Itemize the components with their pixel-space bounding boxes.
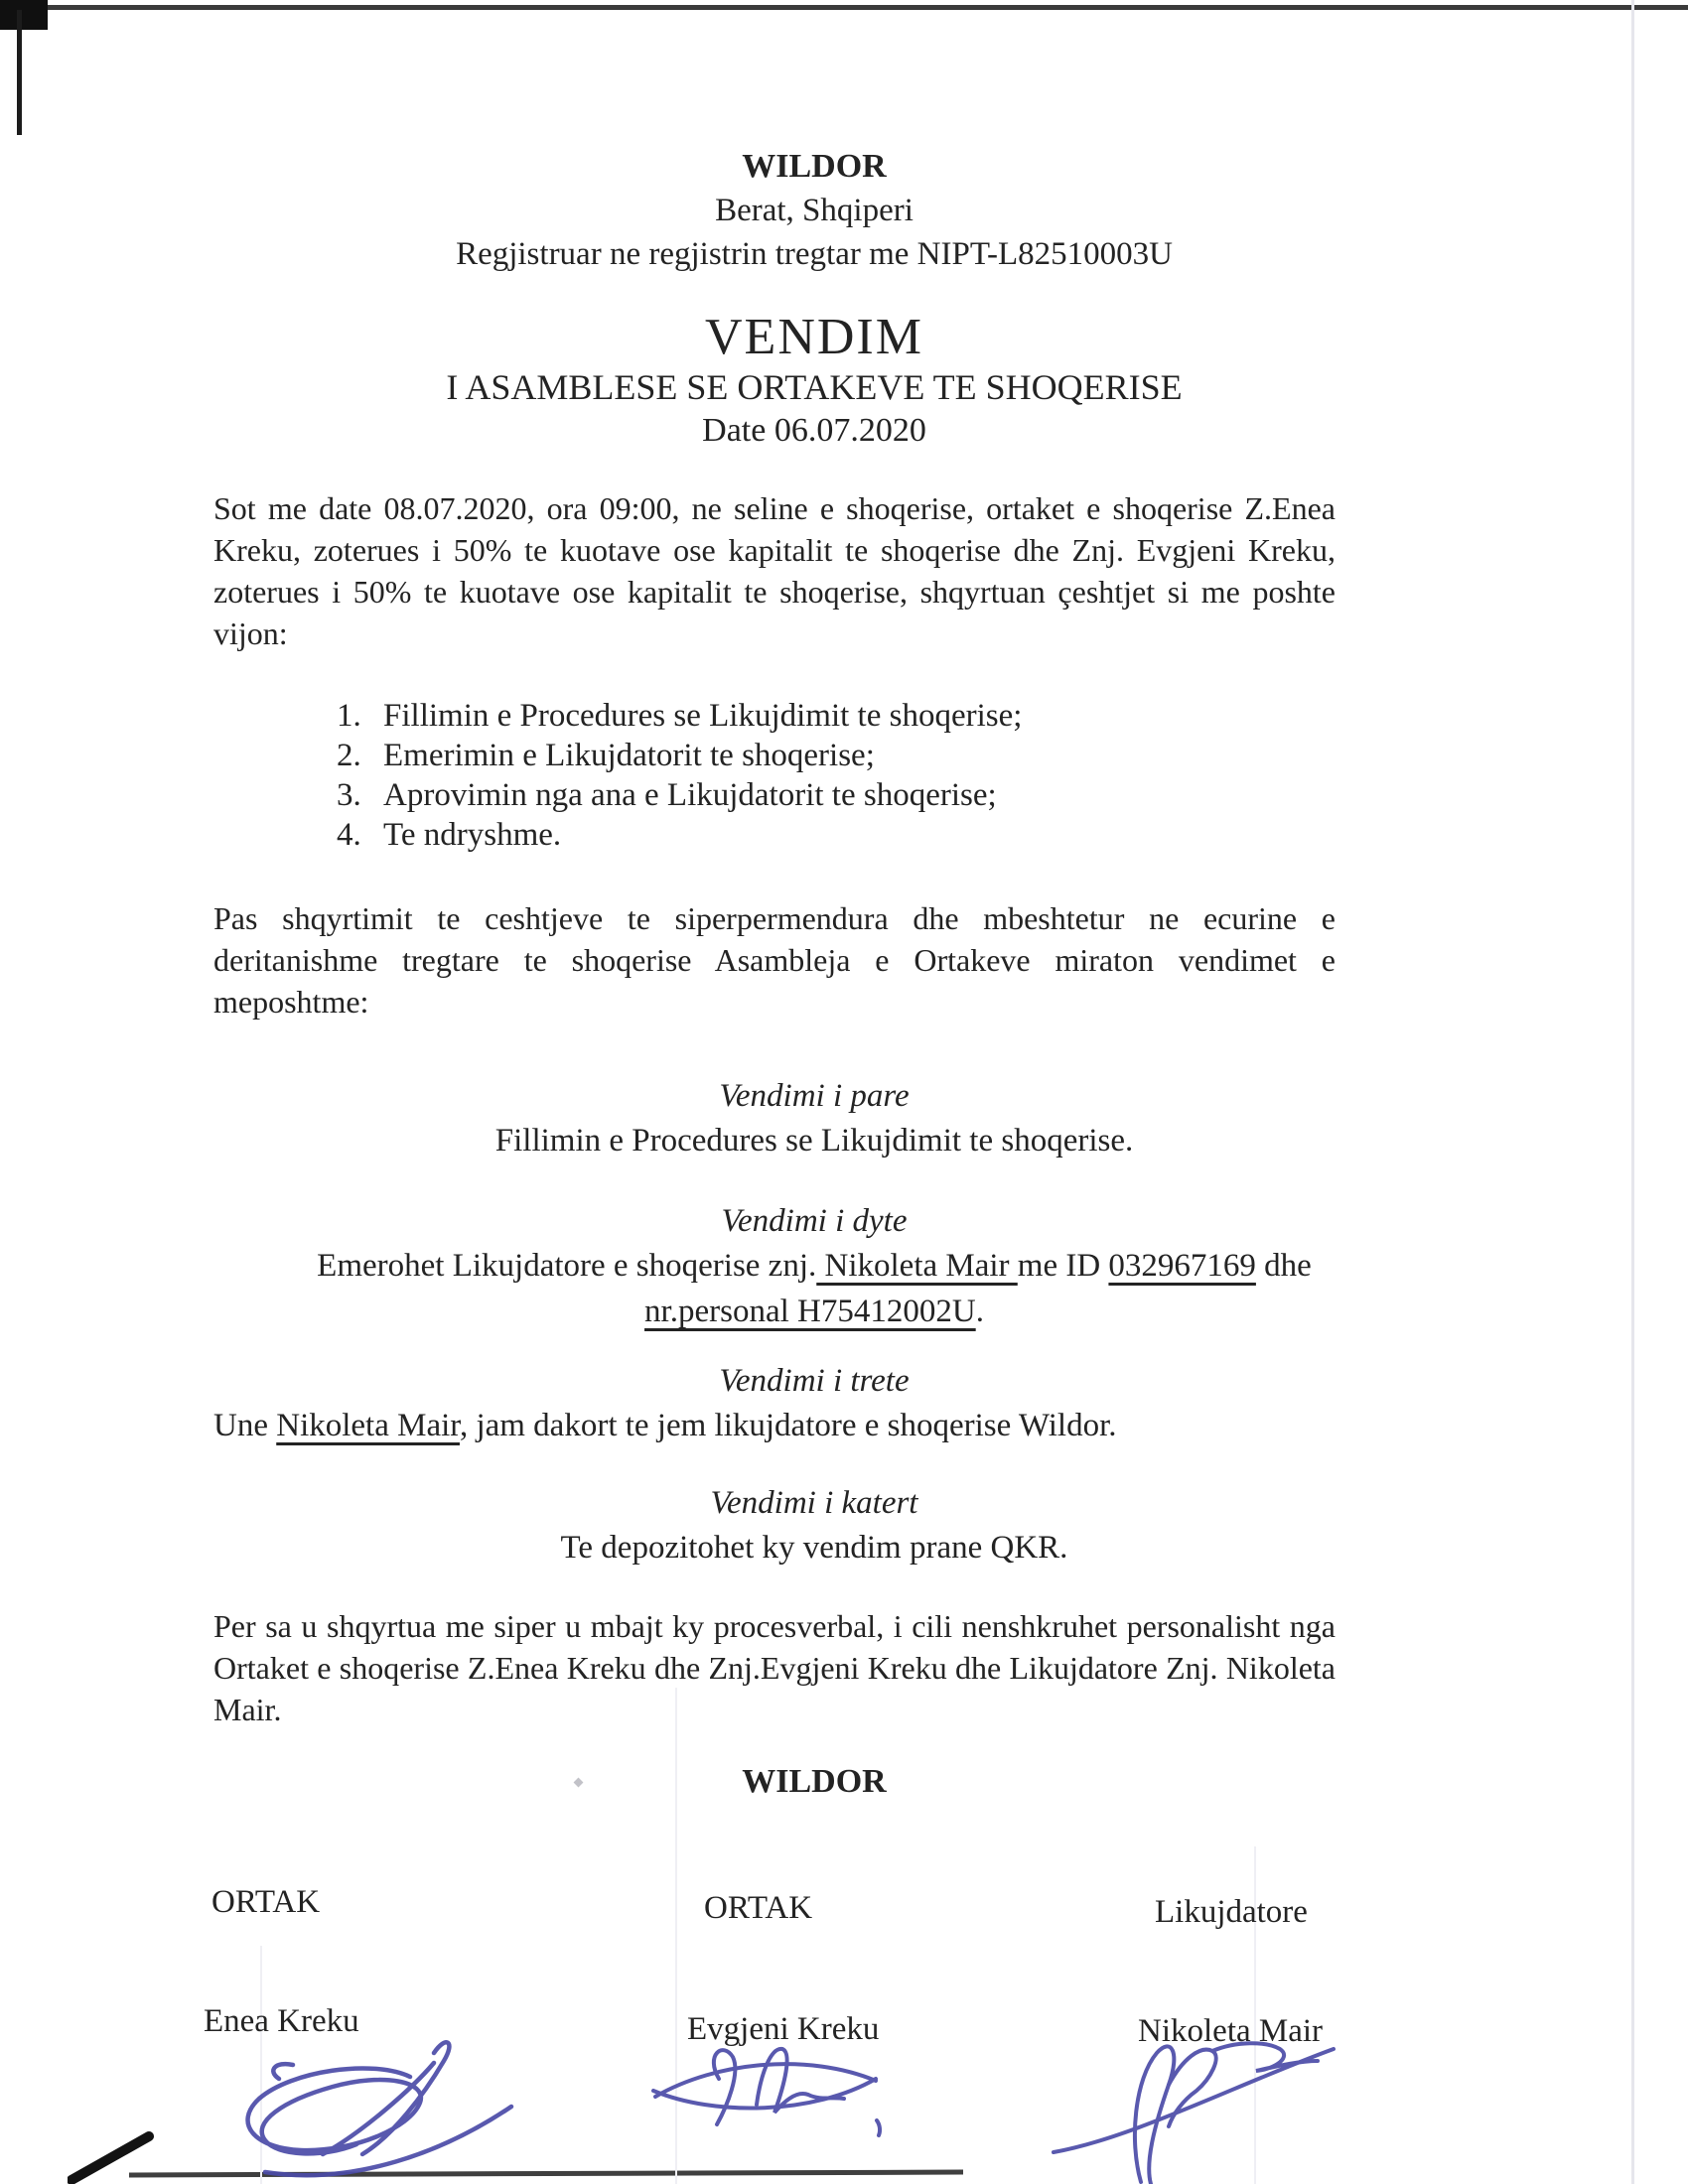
company-location: Berat, Shqiperi [715,193,914,228]
scan-artifact-top-left-blob [0,0,48,30]
signature-evgjeni-kreku [645,2037,904,2146]
decision-2-heading: Vendimi i dyte [721,1203,908,1239]
decision-2-text: dhe [1255,1248,1312,1284]
decision-1 [213,1074,1415,1163]
agenda-item: 3. Aprovimin nga ana e Likujdatorit te shoqerise; [369,775,1022,815]
document-header [213,145,1415,276]
document-date: Date 06.07.2020 [702,412,926,449]
agenda-item: 4. Te ndryshme. [369,815,1022,855]
decision-2-text: Emerohet Likujdatore e shoqerise znj. [317,1248,817,1284]
signatory-name-3: Nikoleta Mair [1138,2013,1324,2049]
decision-1-heading: Vendimi i pare [719,1078,910,1114]
scan-artifact-left-line [17,10,22,135]
decision-1-body: Fillimin e Procedures se Likujdimit te shoqerise. [494,1123,1134,1159]
signature-nikoleta-mair [1048,2033,1345,2184]
decision-2 [213,1199,1415,1334]
after-agenda-paragraph: Pas shqyrtimit te ceshtjeve te siperpermendura dhe mbeshtetur ne ecurine e deritanishme tregtare te shoqerise Asambleja e Ortakeve miraton vendimet e meposhtme: [213,900,1336,1020]
scan-artifact-top-line [0,5,1688,10]
company-name: WILDOR [742,148,887,185]
decision-3-text: Une [213,1408,277,1443]
scan-artifact-right-page-edge [1631,0,1634,2184]
liquidator-id: 032967169 [1108,1248,1256,1284]
decision-3-body [213,1403,1415,1448]
closing-paragraph: Per sa u shqyrtua me siper u mbajt ky procesverbal, i cili nenshkruhet personalisht nga Ortaket e shoqerise Z.Enea Kreku dhe Znj.Evgjeni Kreku dhe Likujdatore Znj. Nikoleta Mair. [213,1608,1336,1727]
decision-4-body: Te depozitohet ky vendim prane QKR. [560,1530,1068,1566]
title-block [213,310,1415,453]
liquidator-personal-number: nr.personal H75412002U [644,1294,976,1329]
signatory-role-2: ORTAK [704,1890,813,1926]
signatory-name-1: Enea Kreku [204,2003,359,2039]
agenda-list [369,696,1022,855]
decision-2-body [213,1243,1415,1334]
company-registration: Regjistruar ne regjistrin tregtar me NIPT-L82510003U [456,236,1173,272]
decision-3-heading: Vendimi i trete [719,1363,910,1399]
footer-company-name: WILDOR [742,1763,887,1800]
liquidator-name: Nikoleta Mair [816,1248,1018,1284]
signature-enea-kreku [174,2037,526,2184]
signatory-role-1: ORTAK [211,1884,321,1920]
document-subtitle: I ASAMBLESE SE ORTAKEVE TE SHOQERISE [446,367,1183,407]
decision-4-heading: Vendimi i katert [710,1485,918,1521]
document-title: VENDIM [705,309,923,365]
decision-2-text: me ID [1017,1248,1109,1284]
scan-artifact-bottom-left-mark [68,2130,162,2184]
intro-paragraph: Sot me date 08.07.2020, ora 09:00, ne seline e shoqerise, ortaket e shoqerise Z.Enea Kreku, zoterues i 50% te kuotave ose kapitalit te shoqerise dhe Znj. Evgjeni Kreku, zoterues i 50% te kuotave ose kapitalit te shoqerise, shqyrtuan çeshtjet si me poshte vijon: [213,490,1336,651]
agenda-item: 2. Emerimin e Likujdatorit te shoqerise; [369,736,1022,775]
decision-2-text: . [975,1294,984,1329]
decision-3 [213,1359,1415,1448]
signatory-role-3: Likujdatore [1155,1894,1308,1930]
decision-3-text: , jam dakort te jem likujdatore e shoqerise Wildor. [459,1408,1117,1443]
agenda-item: 1. Fillimin e Procedures se Likujdimit te shoqerise; [369,696,1022,736]
liquidator-name: Nikoleta Mair [276,1408,460,1443]
decision-4 [213,1481,1415,1570]
signatory-name-2: Evgjeni Kreku [687,2011,880,2047]
